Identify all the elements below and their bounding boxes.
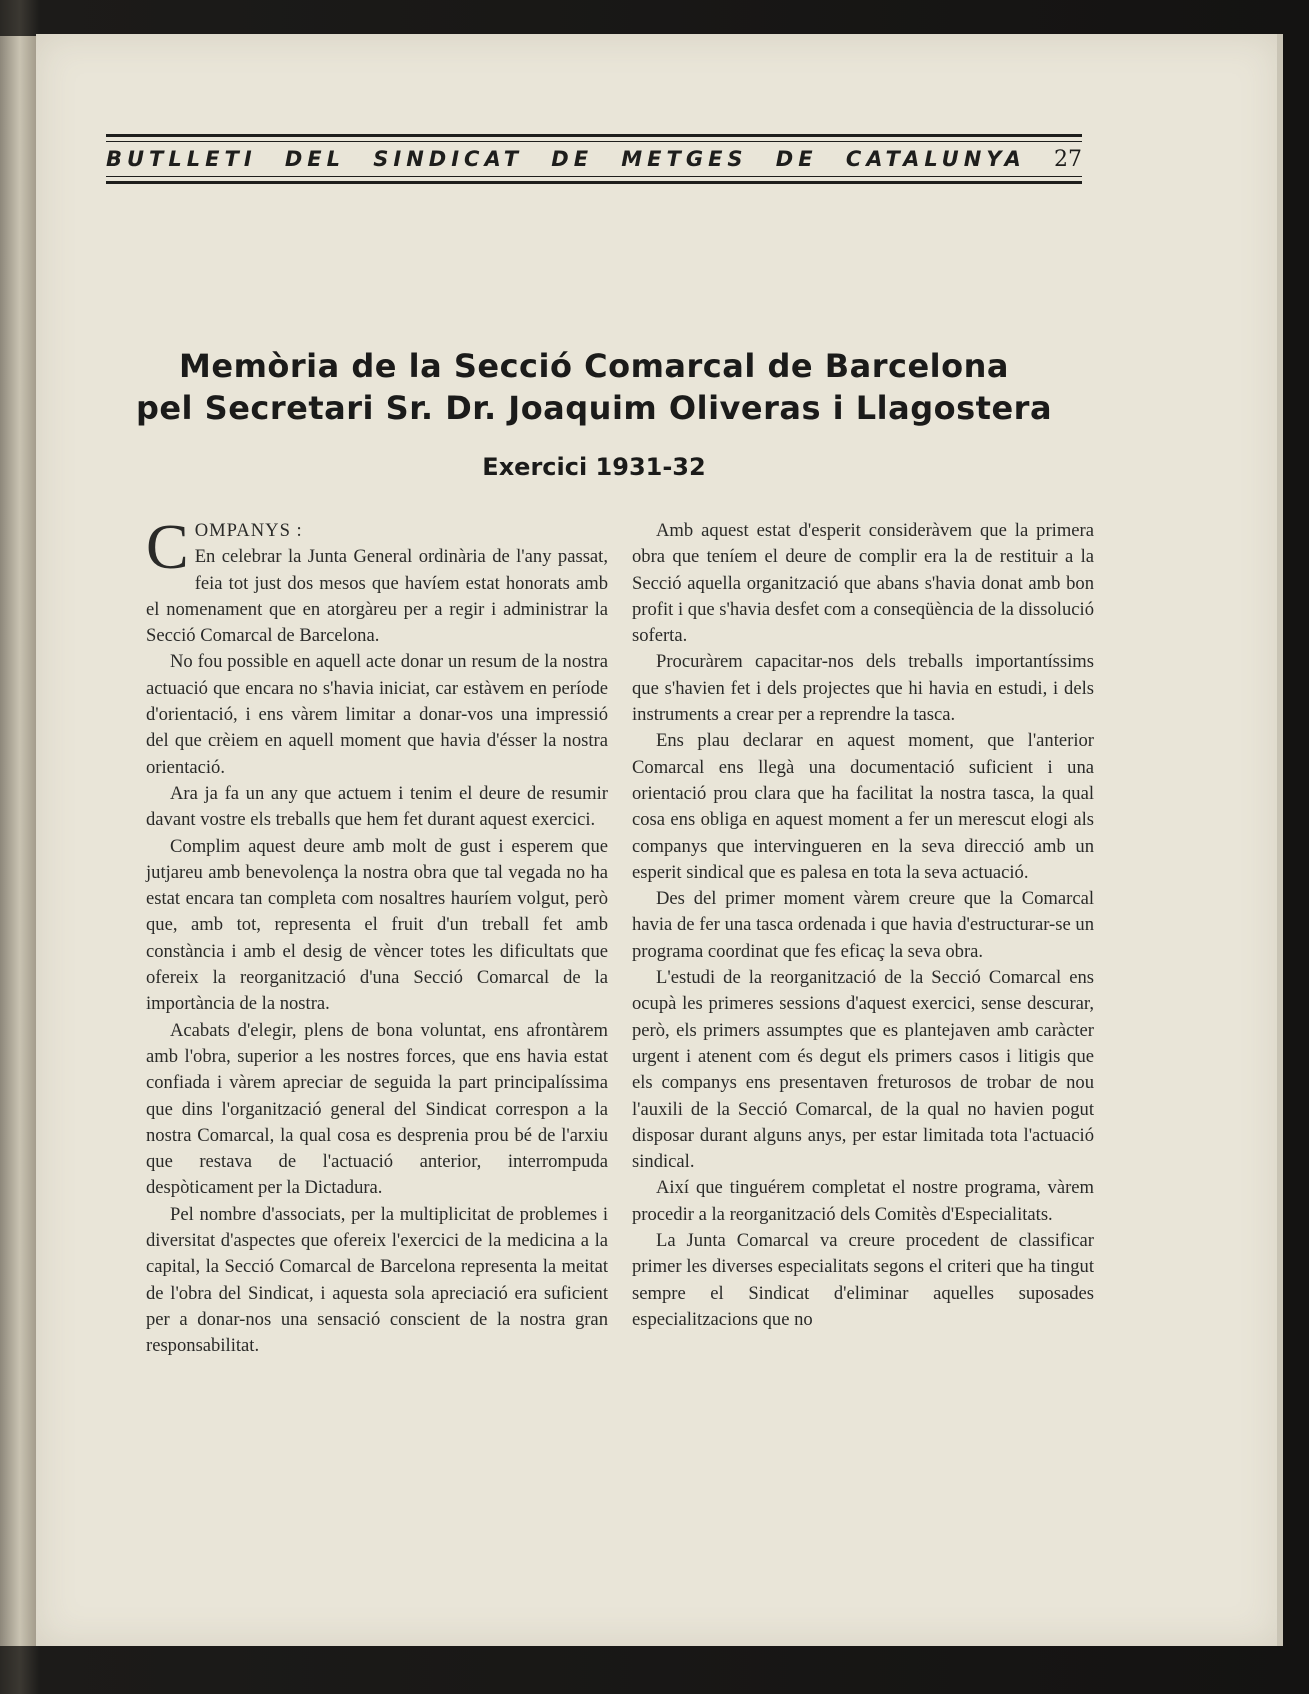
salutation <box>146 511 608 582</box>
running-title-word: DEL <box>284 147 346 171</box>
running-title-word: BUTLLETI <box>106 147 257 171</box>
header-rule-top-thick <box>106 134 1082 137</box>
article-subtitle: Exercici 1931-32 <box>482 453 706 481</box>
text-column-left <box>146 511 608 1360</box>
paragraph: Pel nombre d'associats, per la multiplicitat de problemes i diversitat d'aspectes que ofereix l'exercici de la medicina a la capital, la Secció Comarcal de Barcelona representa la meitat de l'obra del Sindicat, i aquesta sola apreciació era suficient per a donar-nos una sensació conscient de la nostra gran responsabilitat. <box>146 1203 608 1357</box>
running-title-word: CATALUNYA <box>845 147 1026 171</box>
running-header <box>106 96 1082 192</box>
paragraph: Complim aquest deure amb molt de gust i esperem que jutjareu amb benevolença la nostra obra que tal vegada no ha estat encara tan completa com nosaltres hauríem volgut, però que, amb tot, representa el fruit d'un treball fet amb constància i amb el desig de vèncer totes les dificultats que ofereix la reorganització d'una Secció Comarcal de la importància de la nostra. <box>146 835 608 1015</box>
running-title-word: DE <box>551 147 594 171</box>
paragraph: Des del primer moment vàrem creure que la Comarcal havia de fer una tasca ordenada i que havia d'estructurar-se un programa coordinat que fes eficaç la seva obra. <box>632 888 1094 962</box>
paragraph: La Junta Comarcal va creure procedent de classificar primer les diverses especialitats segons el criteri que ha tingut sempre el Sindicat d'eliminar aquelles suposades especialitzacions que no <box>632 1230 1094 1330</box>
paragraph: Ara ja fa un any que actuem i tenim el deure de resumir davant vostre els treballs que hem fet durant aquest exercici. <box>146 782 608 831</box>
paragraph: Així que tinguérem completat el nostre programa, vàrem procedir a la reorganització dels Comitès d'Especialitats. <box>632 1177 1094 1225</box>
paragraph: Ens plau declarar en aquest moment, que l'anterior Comarcal ens llegà una documentació suficient i una orientació prou clara que ha facilitat la nostra tasca, la qual cosa ens obliga en aquest moment a fer un merescut elogi als companys que intervingueren en la seva direcció amb un esperit sindical que es palesa en tota la seva actuació. <box>632 730 1094 883</box>
drop-cap: C <box>146 511 189 582</box>
facing-page-edge <box>0 36 36 1646</box>
page-number: 27 <box>1053 146 1082 172</box>
title-line-2: pel Secretari Sr. Dr. Joaquim Oliveras i Llagostera <box>135 389 1053 427</box>
text-column-right <box>632 518 1094 1333</box>
article-title <box>106 345 1082 429</box>
title-line-1: Memòria de la Secció Comarcal de Barcelona <box>179 347 1009 385</box>
running-title-word: SINDICAT <box>373 147 524 171</box>
paragraph: Acabats d'elegir, plens de bona voluntat, ens afrontàrem amb l'obra, superior a les nostres forces, que ens havia estat confiada i vàrem apreciar de seguida la part principalíssima que dins l'organització general del Sindicat correspon a la nostra Comarcal, la qual cosa es desprenia prou bé de l'arxiu que restava de l'actuació anterior, interrompuda despòticament per la Dictadura. <box>146 1019 608 1199</box>
header-rule-top-thin <box>106 141 1082 142</box>
paragraph: No fou possible en aquell acte donar un resum de la nostra actuació que encara no s'havia iniciat, car estàvem en període d'orientació, i ens vàrem limitar a donar-vos una impressió del que crèiem en aquell moment que havia d'ésser la nostra orientació. <box>146 651 608 778</box>
paragraph: Procuràrem capacitar-nos dels treballs importantíssims que s'havien fet i dels projectes que hi havia en estudi, i dels instruments a crear per a reprendre la tasca. <box>632 651 1094 726</box>
salutation-text: OMPANYS : <box>194 520 303 541</box>
paragraph: L'estudi de la reorganització de la Secció Comarcal ens ocupà les primeres sessions d'aquest exercici, sense descurar, però, els primers assumptes que es plantejaven amb caràcter urgent i atenent com és degut els primers casos i litigis que els companys ens presentaven freturosos de trobar de nou l'auxili de la Secció Comarcal, de la qual no havien pogut disposar durant alguns anys, per estar limitada tota l'actuació sindical. <box>632 967 1094 1173</box>
running-title-word: METGES <box>621 147 748 171</box>
running-title-word: DE <box>775 147 818 171</box>
header-rule-bottom-thick <box>106 181 1082 184</box>
header-rule-bottom-thin <box>106 176 1082 177</box>
paragraph: En celebrar la Junta General ordinària de l'any passat, feia tot just dos mesos que havíem estat honorats amb el nomenament que en atorgàreu per a regir i administrar la Secció Comarcal de Barcelona. <box>146 546 608 647</box>
page-edge <box>1277 34 1283 1646</box>
running-title <box>106 144 1082 174</box>
paragraph: Amb aquest estat d'esperit consideràvem que la primera obra que teníem el deure de complir era la de restituir a la Secció aquella organització que abans s'havia donat amb bon profit i que s'havia desfet com a conseqüència de la dissolució soferta. <box>632 520 1094 647</box>
